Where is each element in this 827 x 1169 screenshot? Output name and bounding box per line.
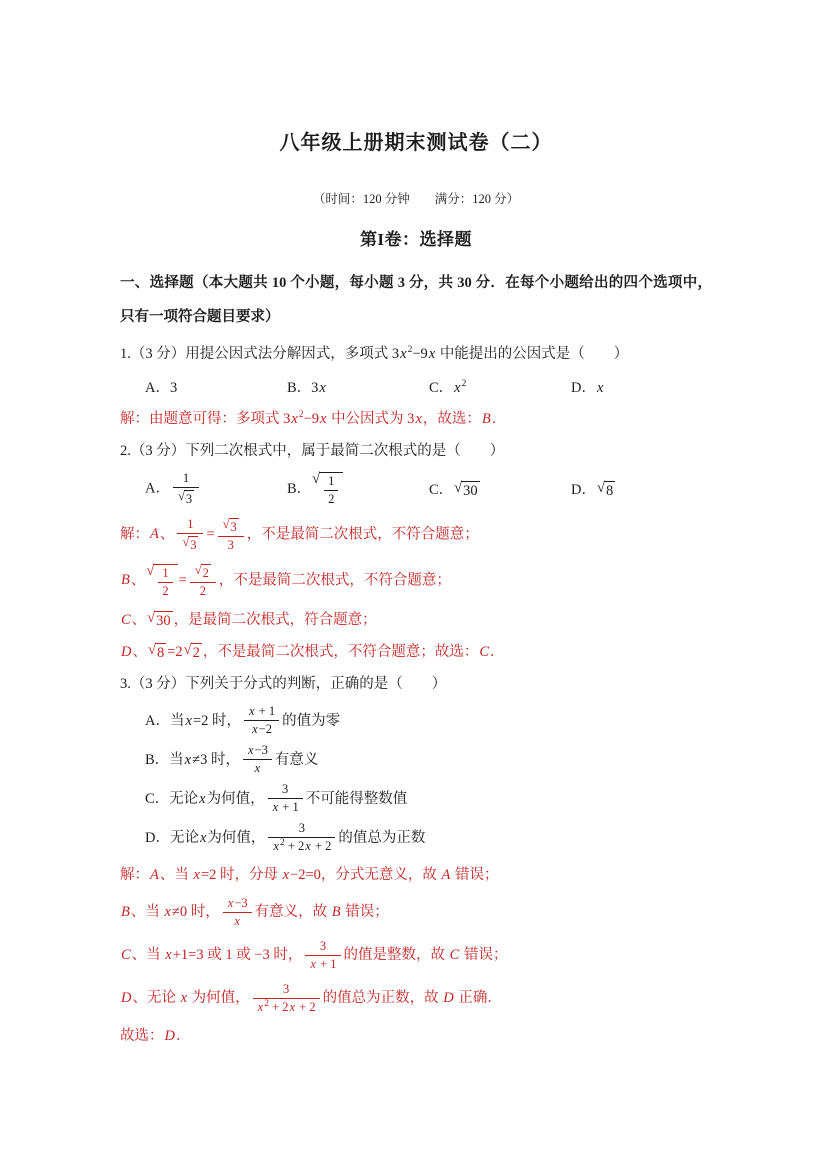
question-1-option-b: B．3x — [287, 379, 326, 396]
question-2-stem: 2.（3 分）下列二次根式中，属于最简二次根式的是（ ） — [120, 443, 505, 459]
question-1-option-d: D．x — [571, 379, 604, 396]
exam-time-score-info: （时间：120 分钟 满分：120 分） — [312, 192, 520, 206]
question-2 — [120, 440, 712, 663]
section-instruction: 一、选择题（本大题共 10 个小题，每小题 3 分，共 30 分．在每个小题给出的四个选项中，只有一项符合题目要求） — [120, 275, 712, 325]
question-1-stem: 1.（3 分）用提公因式法分解因式，多项式 $3x^2-9x$ 中能提出的公因式是（ ） — [120, 345, 629, 362]
section-heading: 第I卷：选择题 — [359, 230, 473, 249]
page-title: 八年级上册期末测试卷（二） — [279, 132, 553, 154]
question-3-option-d: D．无论 x 为何值， $\frac{3}{x^2 + 2x + 2}$ 的值总为正数 — [145, 821, 426, 853]
question-2-option-c: C． √ 30 — [429, 479, 478, 499]
question-2-solution-line-1: 解：A、 1 √ 3 = √ 3 3 ，不是最简二次根式，不符合题意； — [120, 517, 479, 552]
question-1-option-a: A．3 — [145, 379, 178, 396]
question-1-option-c: C．$x^2$ — [429, 378, 467, 396]
question-3 — [120, 673, 712, 1047]
question-2-option-d: D． √ 8 — [571, 479, 614, 499]
question-1-solution-line-1: 解：由题意可得：多项式 $3x^2-9x$ 中公因式为 3x，故选：B． — [120, 410, 507, 427]
question-3-solution-line-2: B、当 x≠0 时， $\frac{x-3}{x}$ 有意义，故 B 错误； — [121, 896, 389, 928]
question-3-option-c: C．无论 x 为何值， $\frac{3}{x + 1}$ 不可能得整数值 — [145, 782, 408, 814]
question-3-option-b: B．当 x ≠3 时， $\frac{x-3}{x}$ 有意义 — [145, 743, 319, 775]
question-3-stem: 3.（3 分）下列关于分式的判断，正确的是（ ） — [120, 676, 447, 692]
question-2-option-b: B． √ $\frac{1}{2}$ — [287, 472, 429, 507]
question-2-solution-line-4: D、 √ 8 =2 √ 2 ，不是最简二次根式，不符合题意；故选：C． — [121, 641, 505, 661]
question-3-solution-line-5: 故选：D． — [120, 1028, 191, 1044]
question-2-solution-line-3: C、 √ 30 ，是最简二次根式，符合题意； — [121, 609, 377, 629]
question-3-solution-line-3: C、当 x+1=3 或 1 或 −3 时， $\frac{3}{x + 1}$ 的值是整数，故 C 错误； — [121, 939, 508, 971]
question-3-solution-line-1: 解：A、当 x=2 时，分母 x−2=0，分式无意义，故 A 错误； — [120, 867, 499, 883]
question-2-options — [120, 471, 712, 507]
question-3-option-a: A．当 x =2 时， $\frac{x + 1}{x-2}$ 的值为零 — [145, 704, 341, 736]
question-1 — [120, 343, 712, 430]
question-3-solution-line-4: D、无论 x 为何值， $\frac{3}{x^2 + 2x + 2}$ 的值总为正数，故 D 正确． — [121, 982, 502, 1014]
question-1-options — [120, 374, 712, 398]
question-2-option-a: A． 1 √ 3 — [145, 471, 287, 507]
question-2-solution-line-2: B、 √ $\frac{1}{2}$ = √ 2 2 ，不是最简二次根式，不符合题意； — [121, 562, 451, 598]
